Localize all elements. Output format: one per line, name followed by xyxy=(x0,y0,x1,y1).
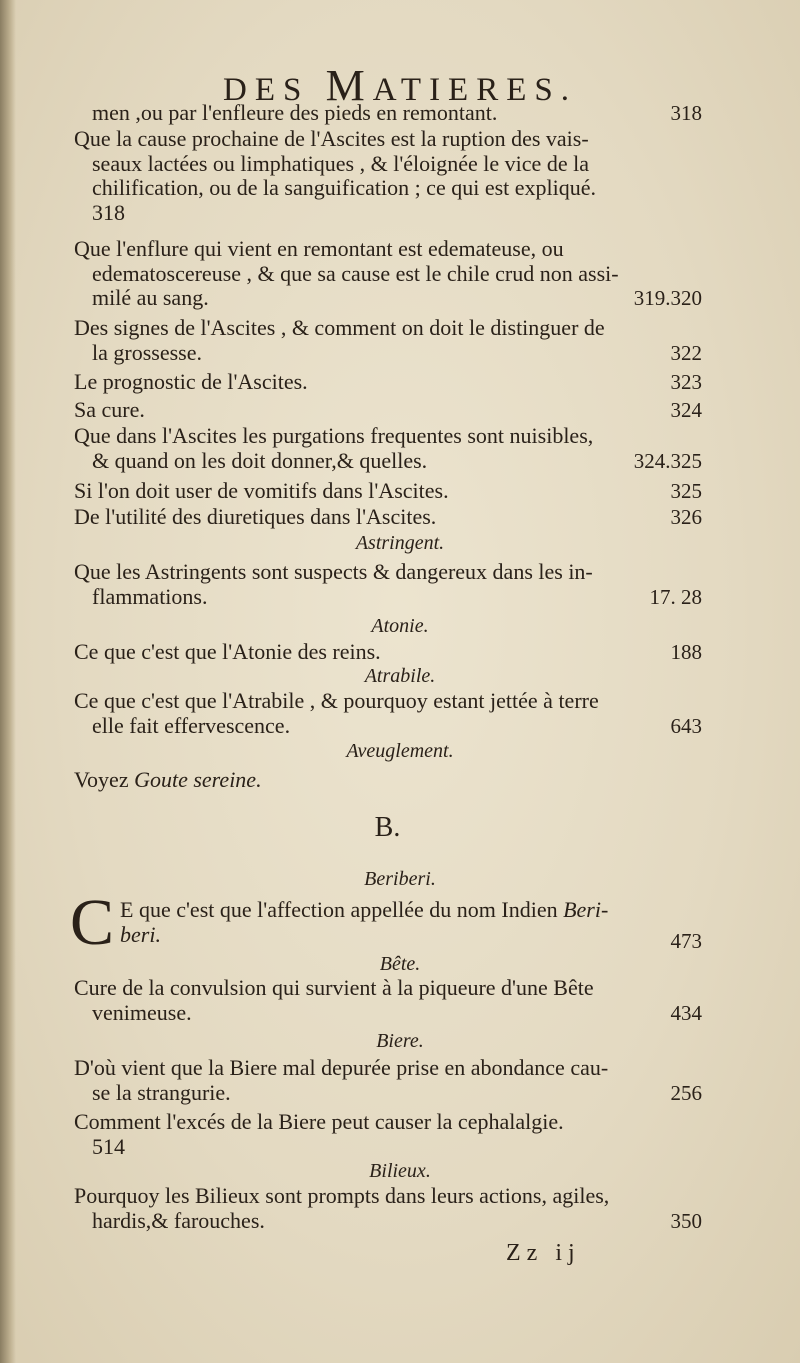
entry-text: beri. xyxy=(120,921,161,947)
header-matieres-cap: M xyxy=(325,61,373,110)
entry-text: chilification, ou de la sanguification ; ce qui est expliqué. xyxy=(92,175,597,200)
entry-text: la grossesse. xyxy=(92,339,202,365)
entry-text: Ce que c'est que l'Atonie des reins. xyxy=(74,639,381,664)
entry-text: Que l'enflure qui vient en remontant est edemateuse, ou xyxy=(74,236,564,261)
entry-text: edematoscereuse , & que sa cause est le chile crud non assi- xyxy=(92,260,619,286)
section-heading: Bilieux. xyxy=(369,1160,431,1182)
entry-text: Si l'on doit user de vomitifs dans l'Ascites. xyxy=(74,478,449,503)
page-number: 473 xyxy=(670,928,702,953)
page-number: 188 xyxy=(670,640,702,664)
index-entry xyxy=(74,424,702,473)
header-matieres-rest: ATIERES. xyxy=(372,72,577,108)
index-entry xyxy=(74,560,702,609)
entry-text: Que dans l'Ascites les purgations frequentes sont nuisibles, xyxy=(74,423,594,448)
index-entry xyxy=(74,316,702,365)
entry-text: De l'utilité des diuretiques dans l'Ascites. xyxy=(74,504,437,529)
page-number: 318 xyxy=(670,101,702,125)
signature-mark: Zz ij xyxy=(506,1240,581,1266)
section-heading: Beriberi. xyxy=(364,868,436,890)
entry-text: elle fait effervescence. xyxy=(92,712,291,738)
entry-text: Des signes de l'Ascites , & comment on doit le distinguer de xyxy=(74,315,605,340)
entry-text: Que la cause prochaine de l'Ascites est la ruption des vais- xyxy=(74,126,589,151)
index-entry xyxy=(74,505,702,530)
page-number: 325 xyxy=(670,479,702,503)
index-entry xyxy=(74,689,702,738)
entry-text: milé au sang. xyxy=(92,285,209,310)
index-entry xyxy=(74,1056,702,1105)
section-heading: Astringent. xyxy=(355,532,445,554)
entry-text: Cure de la convulsion qui survient à la piqueure d'une Bête xyxy=(74,975,594,1000)
page-number: 319.320 xyxy=(633,286,702,310)
section-heading: Atrabile. xyxy=(364,665,436,687)
index-entry xyxy=(74,640,702,665)
page-number: 318 xyxy=(92,199,125,225)
entry-text: hardis,& farouches. xyxy=(92,1207,265,1233)
page-number: 514 xyxy=(92,1133,125,1159)
entry-text: Ce que c'est que l'Atrabile , & pourquoy estant jettée à terre xyxy=(74,688,599,713)
index-entry xyxy=(74,237,702,311)
entry-text: Le prognostic de l'Ascites. xyxy=(74,369,308,394)
page-number: 326 xyxy=(670,505,702,529)
entry-text: Voyez xyxy=(74,767,135,792)
entry-text: seaux lactées ou limphatiques , & l'éloignée le vice de la xyxy=(92,150,589,176)
entry-text: se la strangurie. xyxy=(92,1079,231,1105)
page-number: 643 xyxy=(670,713,702,738)
index-entry xyxy=(74,768,702,793)
entry-text: E que c'est que l'affection appellée du nom Indien xyxy=(120,897,564,922)
entry-text: men ,ou par l'enfleure des pieds en remontant. xyxy=(92,100,498,125)
index-entry xyxy=(74,976,702,1025)
page-number: 434 xyxy=(670,1000,702,1025)
drop-cap: C xyxy=(70,886,115,959)
entry-text: & quand on les doit donner,& quelles. xyxy=(92,447,428,473)
entry-text: D'où vient que la Biere mal depurée prise en abondance cau- xyxy=(74,1055,609,1080)
section-letter: B. xyxy=(374,812,401,843)
page-number: 324 xyxy=(670,398,702,422)
section-heading: Atonie. xyxy=(371,615,429,637)
index-entry xyxy=(74,370,702,395)
index-entry xyxy=(74,127,702,225)
section-heading: Aveuglement. xyxy=(346,740,454,762)
header-des: DES xyxy=(223,72,310,108)
entry-text: Sa cure. xyxy=(74,397,145,422)
index-entry xyxy=(74,101,702,126)
cross-reference: Goute sereine. xyxy=(134,767,262,792)
section-heading: Bête. xyxy=(379,953,421,975)
entry-text: Beri- xyxy=(563,897,609,922)
page-number: 324.325 xyxy=(633,448,702,473)
index-entry xyxy=(120,898,702,953)
entry-text: Comment l'excés de la Biere peut causer la cephalalgie. xyxy=(74,1109,564,1134)
index-entry xyxy=(74,398,702,423)
index-entry xyxy=(74,479,702,504)
page-number: 17. 28 xyxy=(649,584,702,609)
page-number: 322 xyxy=(670,340,702,365)
entry-text: Pourquoy les Bilieux sont prompts dans leurs actions, agiles, xyxy=(74,1183,610,1208)
page-number: 323 xyxy=(670,370,702,394)
entry-text: venimeuse. xyxy=(92,999,192,1025)
page-number: 350 xyxy=(670,1208,702,1233)
entry-text: flammations. xyxy=(92,583,208,609)
index-entry xyxy=(74,1184,702,1233)
section-heading: Biere. xyxy=(376,1030,424,1052)
page-number: 256 xyxy=(670,1080,702,1105)
entry-text: Que les Astringents sont suspects & dangereux dans les in- xyxy=(74,559,593,584)
index-entry xyxy=(74,1110,702,1159)
